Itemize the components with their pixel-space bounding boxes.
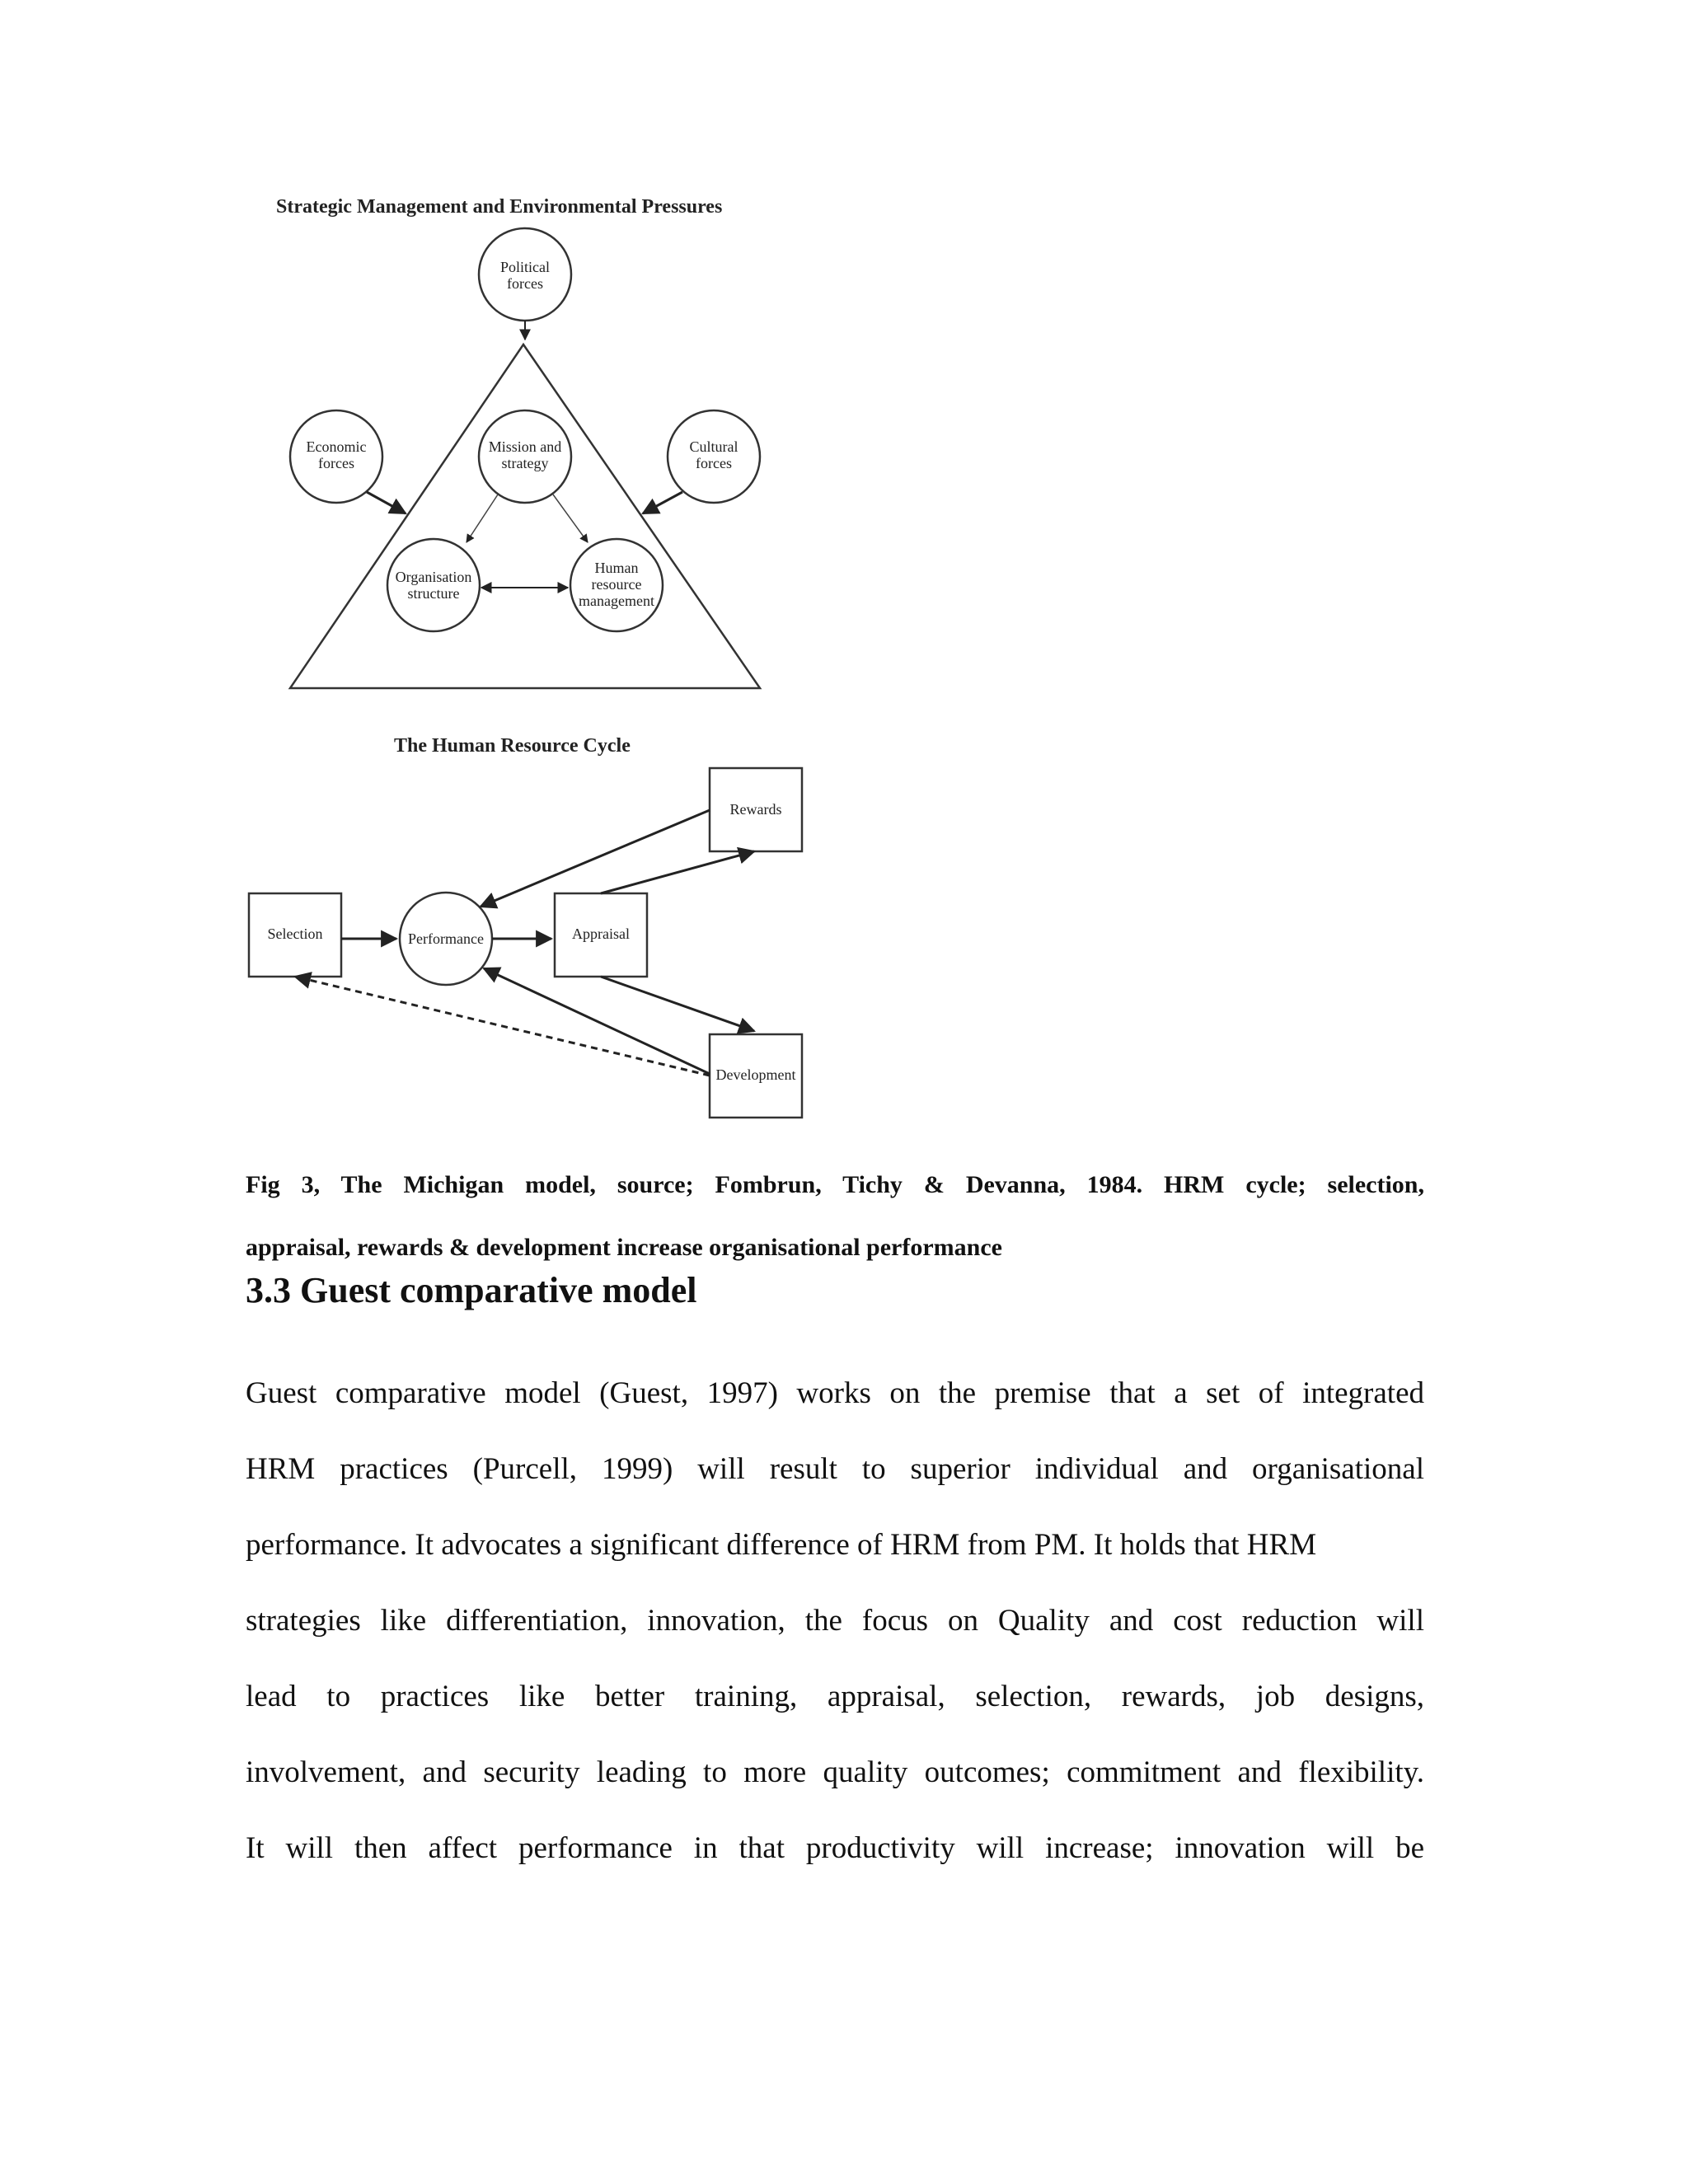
organisation-structure-label-2: structure	[407, 585, 460, 602]
hrm-label-2: resource	[591, 576, 642, 593]
hr-cycle-diagram	[249, 735, 802, 1118]
economic-arrow	[367, 492, 406, 513]
body-line-3: performance. It advocates a significant difference of HRM from PM. It holds that HRM	[246, 1528, 1317, 1562]
economic-forces-node	[290, 410, 382, 503]
economic-forces-label-1: Economic	[306, 438, 367, 455]
development-to-selection-dashed-arrow	[295, 977, 710, 1076]
mission-strategy-label-2: strategy	[501, 455, 549, 471]
triangle-frame	[290, 344, 760, 688]
development-to-performance-arrow	[484, 968, 710, 1074]
caption-line-1: Fig 3, The Michigan model, source; Fombrun, Tichy & Devanna, 1984. HRM cycle; selection,	[246, 1171, 1424, 1198]
mission-to-organisation-arrow	[467, 494, 498, 542]
cultural-forces-label-1: Cultural	[689, 438, 738, 455]
performance-node	[400, 893, 492, 985]
selection-box	[249, 893, 341, 977]
performance-label: Performance	[408, 930, 484, 947]
political-forces-label-2: forces	[507, 275, 543, 292]
body-line-5: lead to practices like better training, appraisal, selection, rewards, job designs,	[246, 1680, 1424, 1713]
body-paragraph	[246, 1356, 1424, 1886]
mission-strategy-node	[479, 410, 571, 503]
diagram2-title: The Human Resource Cycle	[394, 735, 631, 757]
economic-forces-label-2: forces	[318, 455, 354, 471]
appraisal-to-rewards-arrow	[601, 851, 754, 893]
figure-caption	[246, 1154, 1424, 1279]
cultural-arrow	[643, 492, 682, 513]
organisation-structure-node	[387, 539, 480, 631]
appraisal-box	[555, 893, 647, 977]
organisation-structure-label-1: Organisation	[395, 569, 472, 585]
caption-line-2: appraisal, rewards & development increase organisational performance	[246, 1234, 1002, 1261]
cultural-forces-label-2: forces	[696, 455, 732, 471]
body-line-4: strategies like differentiation, innovation, the focus on Quality and cost reduction will	[246, 1604, 1424, 1638]
mission-to-hrm-arrow	[553, 494, 588, 542]
rewards-label: Rewards	[729, 801, 782, 818]
rewards-box	[710, 768, 802, 851]
hrm-label-3: management	[579, 593, 654, 609]
body-line-6: involvement, and security leading to more quality outcomes; commitment and flexibility.	[246, 1755, 1424, 1789]
development-label: Development	[715, 1066, 796, 1083]
body-line-1: Guest comparative model (Guest, 1997) works on the premise that a set of integrated	[246, 1376, 1424, 1410]
cultural-forces-node	[668, 410, 760, 503]
body-line-7: It will then affect performance in that productivity will increase; innovation will be	[246, 1831, 1424, 1865]
political-forces-label-1: Political	[500, 259, 550, 275]
diagram1-title: Strategic Management and Environmental Pressures	[276, 196, 723, 218]
development-box	[710, 1034, 802, 1118]
strategic-management-diagram	[276, 196, 760, 688]
mission-strategy-label-1: Mission and	[488, 438, 562, 455]
hrm-node	[570, 539, 663, 631]
appraisal-to-development-arrow	[601, 977, 754, 1031]
appraisal-label: Appraisal	[572, 926, 630, 942]
hrm-label-1: Human	[594, 560, 639, 576]
selection-label: Selection	[267, 926, 323, 942]
rewards-to-performance-arrow	[481, 810, 710, 907]
section-heading: 3.3 Guest comparative model	[246, 1270, 697, 1310]
body-line-2: HRM practices (Purcell, 1999) will result to superior individual and organisational	[246, 1452, 1424, 1486]
political-forces-node	[479, 228, 571, 321]
